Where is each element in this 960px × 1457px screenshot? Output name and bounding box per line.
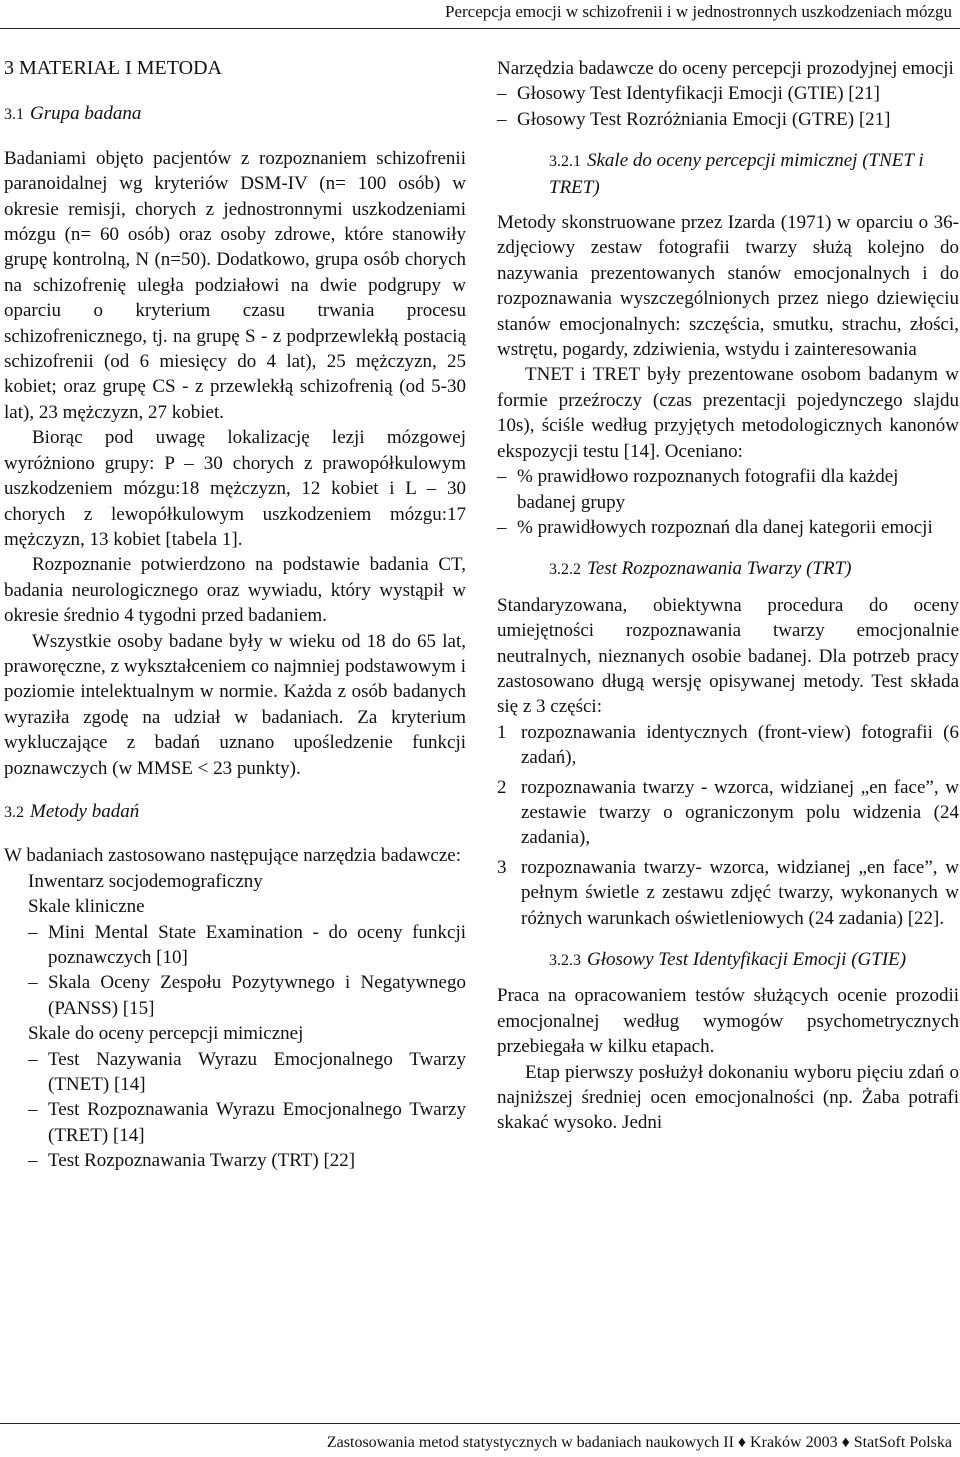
item-number: 2: [497, 776, 507, 798]
numbered-item: 2 rozpoznawania twarzy - wzorca, widzianej „en face”, w zestawie twarzy o ograniczonym polu widzenia (24 zadania),: [497, 775, 959, 851]
right-column: [497, 56, 959, 1136]
tools-list: [28, 869, 466, 1174]
footer-rule: [0, 1423, 960, 1424]
running-footer: Zastosowania metod statystycznych w badaniach naukowych II ♦ Kraków 2003 ♦ StatSoft Polska: [326, 1434, 952, 1451]
list-item: – Głosowy Test Identyfikacji Emocji (GTIE) [21]: [497, 81, 959, 106]
list-item: – Test Rozpoznawania Twarzy (TRT) [22]: [28, 1148, 466, 1173]
subsection-heading-3-2-3: [549, 947, 959, 973]
item-number: 1: [497, 721, 507, 743]
subsection-number: 3.1: [4, 106, 24, 124]
paragraph: Badaniami objęto pacjentów z rozpoznaniem schizofrenii paranoidalnej wg kryteriów DSM-IV (n= 100 osób) w okresie remisji, chorych z jednostronnymi uszkodzeniami mózgu (n= 60 osób) oraz osoby zdrowe, które stanowiły grupę kontrolną, N (n=50). Dodatkowo, grupa osób chorych na schizofrenię uległa podziałowi na dwie podgrupy w oparciu o kryterium czasu trwania procesu schizofrenicznego, tj. na grupę S - z podprzewlekłą postacią schizofrenii (od 6 miesięcy do 4 lat), 25 mężczyzn, 25 kobiet; oraz grupę CS - z przewlekłą schizofrenią (od 5-30 lat), 23 mężczyzn, 27 kobiet.: [4, 147, 466, 423]
section-heading: 3 MATERIAŁ I METODA: [4, 57, 222, 79]
dash-marker: –: [497, 516, 507, 538]
subsection-title: Skale do oceny percepcji mimicznej (TNET i TRET): [549, 150, 924, 198]
dash-marker: –: [28, 972, 38, 994]
list-item: – Test Nazywania Wyrazu Emocjonalnego Twarzy (TNET) [14]: [28, 1047, 466, 1098]
paragraph: W badaniach zastosowano następujące narzędzia badawcze:: [4, 845, 461, 867]
dash-marker: –: [497, 108, 507, 130]
left-column: [4, 56, 466, 1174]
dash-marker: –: [28, 1048, 38, 1070]
tool-heading: Skale kliniczne: [28, 896, 145, 918]
subsection-number: 3.2: [4, 803, 24, 821]
item-number: 3: [497, 856, 507, 878]
list-item: – Test Rozpoznawania Wyrazu Emocjonalnego Twarzy (TRET) [14]: [28, 1097, 466, 1148]
dash-marker: –: [28, 921, 38, 943]
paragraph: Biorąc pod uwagę lokalizację lezji mózgowej wyróżniono grupy: P – 30 chorych z prawopółkulowym uszkodzeniem mózgu:18 mężczyzn, 12 kobiet i L – 30 chorych z lewopółkulowym uszkodzeniem mózgu:17 mężczyzn, 13 kobiet [tabela 1].: [4, 427, 466, 550]
subsection-title: Głosowy Test Identyfikacji Emocji (GTIE): [587, 949, 907, 970]
tool-heading: Inwentarz socjodemograficzny: [28, 870, 263, 892]
header-rule: [0, 28, 960, 29]
list-item: – Skala Oceny Zespołu Pozytywnego i Negatywnego (PANSS) [15]: [28, 970, 466, 1021]
subsection-title: Grupa badana: [30, 103, 142, 125]
tool-heading: Skale do oceny percepcji mimicznej: [28, 1023, 304, 1045]
running-header: Percepcja emocji w schizofrenii i w jednostronnych uszkodzeniach mózgu: [445, 2, 952, 21]
list-item: – % prawidłowo rozpoznanych fotografii dla każdej badanej grupy: [497, 464, 959, 515]
paragraph: Wszystkie osoby badane były w wieku od 18 do 65 lat, praworęczne, z wykształceniem co najmniej podstawowym i poziomie intelektualnym w normie. Każda z osób badanych wyraziła zgodę na udział w badaniach. Za kryterium wykluczające z badań uznano upośledzenie funkcji poznawczych (w MMSE < 23 punkty).: [4, 630, 466, 779]
dash-marker: –: [497, 466, 507, 488]
subsection-number: 3.2.1: [549, 153, 581, 171]
paragraph: Praca na opracowaniem testów służących ocenie prozodii emocjonalnej według wymogów psychometrycznych przebiegała w kilku etapach.: [497, 985, 959, 1058]
paragraph: Narzędzia badawcze do oceny percepcji prozodyjnej emocji: [497, 58, 954, 79]
dash-marker: –: [497, 83, 507, 105]
subsection-heading-3-1: [4, 101, 466, 127]
paragraph: TNET i TRET były prezentowane osobom badanym w formie przeźroczy (czas prezentacji pojedynczego slajdu 10s), ściśle według przyjętych metodologicznych kanonów ekspozycji testu [14]. Oceniano:: [497, 364, 959, 462]
list-item: – Mini Mental State Examination - do oceny funkcji poznawczych [10]: [28, 920, 466, 971]
subsection-number: 3.2.2: [549, 561, 581, 579]
paragraph: Etap pierwszy posłużył dokonaniu wyboru pięciu zdań o najniższej średniej ocen emocjonalności (np. Żaba potrafi skakać wysoko. Jedni: [497, 1061, 959, 1134]
subsection-heading-3-2: [4, 799, 466, 825]
subsection-title: Metody badań: [30, 800, 140, 822]
paragraph: Metody skonstruowane przez Izarda (1971) w oparciu o 36-zdjęciowy zestaw fotografii twarzy służą kolejno do nazywania prezentowanych stanów emocjonalnych i do rozpoznawania wyszczególnionych przez niego dziewięciu stanów emocjonalnych: szczęścia, smutku, strachu, złości, wstrętu, pogardy, zdziwienia, wstydu i zainteresowania: [497, 212, 959, 361]
dash-marker: –: [28, 1099, 38, 1121]
dash-marker: –: [28, 1150, 38, 1172]
subsection-heading-3-2-2: [549, 556, 959, 582]
paragraph: Rozpoznanie potwierdzono na podstawie badania CT, badania neurologicznego oraz wywiadu, który wystąpił w okresie średnio 4 tygodni przed badaniem.: [4, 554, 466, 627]
numbered-item: 3 rozpoznawania twarzy- wzorca, widzianej „en face”, w pełnym świetle z zestawu zdjęć twarzy, wykonanych w różnych warunkach oświetleniowych (24 zadania) [22].: [497, 855, 959, 931]
numbered-item: 1 rozpoznawania identycznych (front-view) fotografii (6 zadań),: [497, 720, 959, 771]
subsection-title: Test Rozpoznawania Twarzy (TRT): [587, 558, 852, 580]
subsection-heading-3-2-1: [549, 148, 959, 200]
list-item: – Głosowy Test Rozróżniania Emocji (GTRE) [21]: [497, 107, 959, 132]
paragraph: Standaryzowana, obiektywna procedura do oceny umiejętności rozpoznawania twarzy emocjonalnie neutralnych, nieznanych osobie badanej. Dla potrzeb pracy zastosowano długą wersję opisywanej metody. Test składa się z 3 części:: [497, 594, 959, 718]
subsection-number: 3.2.3: [549, 952, 581, 969]
list-item: – % prawidłowych rozpoznań dla danej kategorii emocji: [497, 515, 959, 540]
